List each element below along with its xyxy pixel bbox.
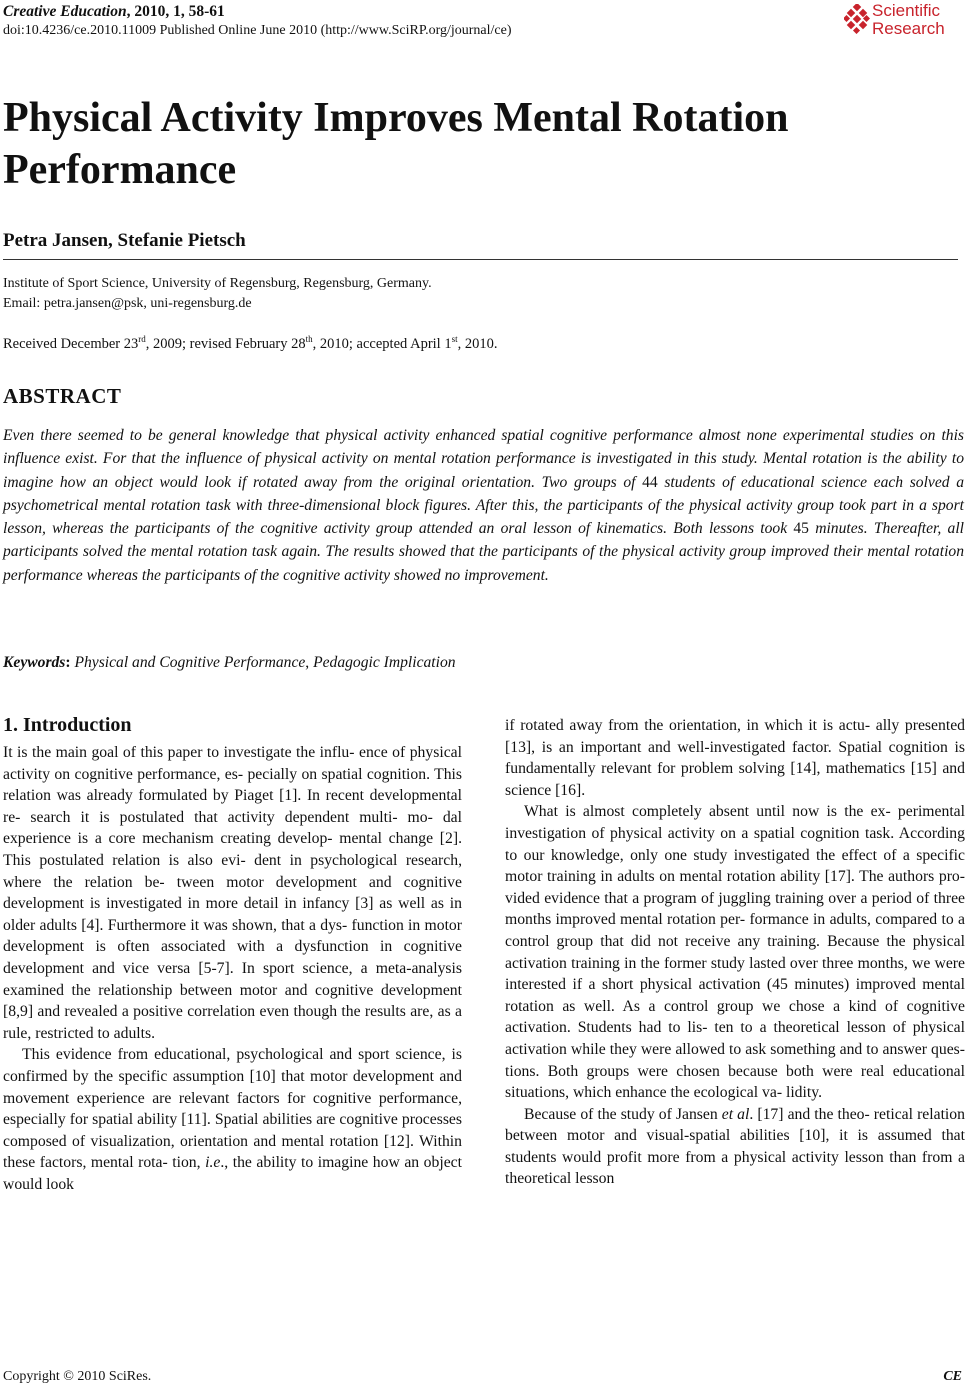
paragraph-italic: et al [721,1105,750,1123]
accepted-sup: st [451,334,458,344]
copyright: Copyright © 2010 SciRes. [3,1369,152,1384]
abstract-text-1: Even there seemed to be general knowledge that physical activity enhanced spatial cognitive performance almost none experimental studies on this influence exist. For that the influence of physical activity on mental rotation performance is investigated in this study. Mental rotation is the ability to imagine how an object would look if rotated away from the original orientation. Two groups of [3,427,964,491]
paragraph-text: . [17] and the theo- retical relation between motor and visual-spatial abilities [10], it is assumed that students would profit more from a physical activity lesson than from a theoretical lesson [505,1105,965,1188]
header-divider [3,259,958,260]
paragraph-text: Because of the study of Jansen [524,1105,722,1123]
abstract-text-3: minutes. Thereafter, all participants solved the mental rotation task again. The results showed that the participants of the physical activity group improved their mental rotation performance whereas the participants of the cognitive activity showed no improvement. [3,520,964,584]
left-column [3,742,462,1195]
paragraph-text: This evidence from educational, psychological and sport science, is confirmed by the specific assumption [10] that motor development and movement experience are relevant factors for cognitive performance, especially for spatial ability [11]. Spatial abilities are cognitive processes composed of visualization, orientation and mental rotation [12]. Within these factors, mental rota- tion, [3,1046,462,1172]
accepted-text: , 2010; accepted April 1 [312,335,452,352]
publisher-line-2: Research [872,19,945,38]
email[interactable]: Email: petra.jansen@psk, uni-regensburg.de [3,296,252,311]
affiliation-block [3,274,432,314]
paragraph: It is the main goal of this paper to investigate the influ- ence of physical activity on cognitive performance, es- pecially on spatial cognition. This relation was already formulated by Piaget [1]. In recent developmental re- search it is postulated that activity dependent multi- mo- dal experience is a core mechanism creating develop- mental change [2]. This postulated relation is also evi- dent in psychological research, where the relation be- tween motor development and cognitive development is investigated in more detail in infancy [3] as well as in older adults [4]. Furthermore it was shown, that a dys- function in motor development is often associated with a dysfunction in cognitive development and vice versa [5-7]. In sport science, a meta-analysis examined the relationship between motor and cognitive development [8,9] and revealed a positive correlation even though the results are, as a rule, restricted to adults. [3,744,462,1042]
publisher-line-1: Scientific [872,1,941,20]
abstract-body [3,424,964,587]
revised-text: , 2009; revised February 28 [145,335,306,352]
accepted-year: , 2010. [457,335,498,352]
received-sup: rd [138,334,146,344]
affiliation: Institute of Sport Science, University of Regensburg, Regensburg, Germany. [3,276,432,291]
publisher-name [872,2,945,38]
received-text: Received December 23 [3,335,139,352]
publisher-logo-icon [844,4,870,34]
paper-title: Physical Activity Improves Mental Rotation Performance [3,95,789,193]
keywords-colon: : [65,654,75,671]
received-dates [3,334,497,353]
volume-info: , 2010, 1, 58-61 [126,3,225,20]
keyword-2: Pedagogic Implication [313,654,456,671]
paragraph [3,1044,462,1195]
paragraph-text: ., the ability to imagine how an object would look [3,1154,462,1193]
journal-name: Creative Education [3,3,127,20]
authors: Petra Jansen, Stefanie Pietsch [3,230,246,251]
paragraph: if rotated away from the orientation, in which it is actu- ally presented [13], is an important and well-investigated factor. Spatial cognition is fundamentally relevant for problem solving [14], mathematics [15] and science [16]. [505,717,965,799]
journal-citation [3,3,225,21]
keyword-1: Physical and Cognitive Performance [74,654,306,671]
journal-abbreviation: CE [943,1369,962,1384]
revised-sup: th [305,334,313,344]
abstract-heading: ABSTRACT [3,384,122,408]
paragraph [505,1104,965,1190]
abstract-number-1: 44 [642,473,658,491]
publisher-logo[interactable] [844,2,964,42]
keywords [3,654,456,672]
right-column [505,715,965,1190]
paragraph: What is almost completely absent until now is the ex- perimental investigation of physical activity on a spatial cognition task. According to our knowledge, only one study investigated the effect of a specific motor training in adults on mental rotation ability [17]. The authors pro- vided evidence that a program of juggling training over a period of three months improved mental rotation per- formance in adults, compared to a control group that did not receive any training. Because the physical activation training in the former study lasted over three months, we were interested if a short physical activation (45 minutes) improved mental rotation as well. As a control group we chose a kind of cognitive activation. Students had to lis- ten to a theoretical lesson of physical activation while they were allowed to ask something and to answer ques- tions. Both groups were chosen because both were real educational situations, which enhance the ecological va- lidity. [505,803,965,1102]
keyword-separator: , [305,654,314,671]
abstract-text-2: students of educational science each solved a psychometrical mental rotation task with three-dimensional block figures. After this, the participants of the physical activity group took part in a sport lesson, whereas the participants of the cognitive activity group attended an oral lesson of kinematics. Both lessons took [3,473,964,538]
paragraph-italic: i.e [205,1154,221,1172]
abstract-number-2: 45 [793,520,809,538]
keywords-label: Keywords [3,654,66,671]
doi-line: doi:10.4236/ce.2010.11009 Published Online June 2010 (http://www.SciRP.org/journal/ce) [3,23,512,38]
section-heading-introduction: 1. Introduction [3,714,132,736]
